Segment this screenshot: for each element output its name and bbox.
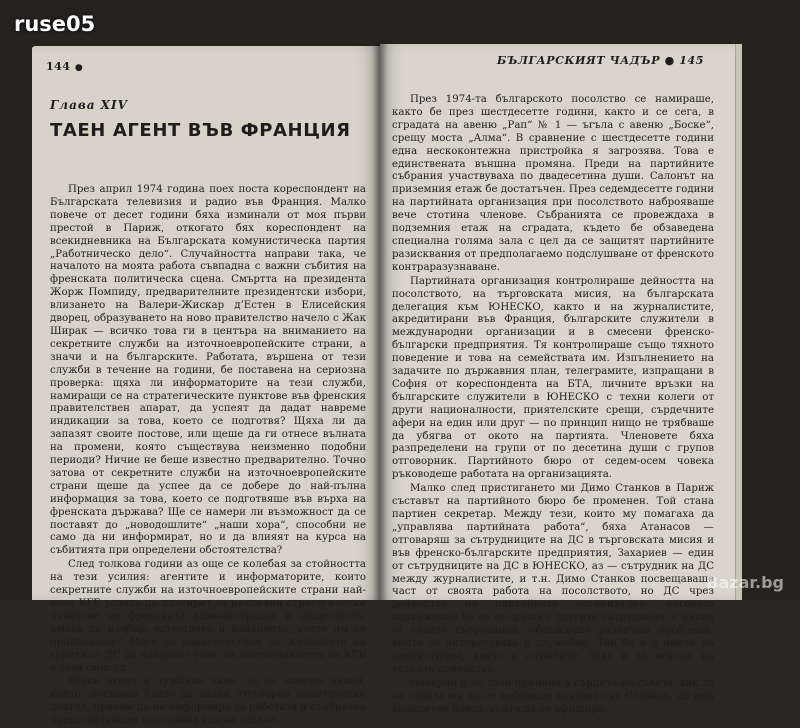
marketplace-watermark: Bazar.bg bbox=[706, 573, 784, 592]
chapter-title: ТАЕН АГЕНТ ВЪВ ФРАНЦИЯ bbox=[50, 120, 351, 141]
running-title: БЪЛГАРСКИЯТ ЧАДЪР bbox=[497, 54, 661, 67]
paragraph: Всеки агент в чужбина знае, че се намери някой, който, поставен близо до даден отговорен политически деятел, приеме да ни информира за работата и съобразно представляваше постоянна важна задача. bbox=[50, 676, 366, 727]
paragraph: Малко след пристигането ми Димо Станков в Париж съставът на партийното бюро бе променен. Той стана партиен секретар. Между тези, които му помагаха да „управлява партийната работа“, бяха Атанасов — отговаряш за сътрудниците на ДС в търговската мисия и във френско-българските предприятия, Захариев — един от сътрудниците на ДС в ЮНЕСКО, аз — сътрудник на ДС между журналистите, и т.н. Димо Станков посвещаваше част от своята работа на посолството, но ДС чрез дейността на партийната организация: неговото задължение бе да се среща с другите сътрудници, с някои от своите сътрудници, обсъждаше различни проблеми, които го интересуваха и служебно. Той бе и в името на партиотизма, както и службите, така и за всички на техните семейства. bbox=[392, 483, 714, 675]
paragraph: През 1974-та българското посолство се намираше, както бе през шестдесетте години, както и се сега, в сградата на авеню „Рап“ № 1 — ъгъла с авеню „Боске“, срещу моста „Алма“. В сравнение с шестдесетте години една нескоконтежна пристройка я загрозява. Това е единствената външна промяна. Преди на партийните събрания участвуваха по двадесетина души. Салонът на приземния етаж бе достатъчен. През седемдесетте години на партийната организация при посолството наброяваше вече стотина членове. Събранията се провеждаха в подземния етаж на сградата, където бе обзаведена специална голяма зала с цел да се защитят партийните разисквания от предполагаемо подслушване от френското контраразузнаване. bbox=[392, 94, 714, 273]
page-number: 144 bbox=[46, 60, 71, 73]
right-running-head bbox=[497, 54, 704, 67]
bullet-icon: ● bbox=[664, 54, 675, 67]
paragraph: Партийната организация контролираше дейността на посолството, на търговската мисия, на българската делегация към ЮНЕСКО, както и на журналистите, акредитирани във Франция, българските служители в международни организации и в смесени френско-български предприятия. Тя контролираше също тяхното поведение и това на семействата им. Изпълнението на задачите по държавния план, телеграмите, изпращани в София от кореспондента на БТА, личните връзки на българските служители в ЮНЕСКО с техни колеги от други националности, приятелските срещи, сърдечните афери на един или друг — по принцип нищо не трябваше да убягва от окото на партията. Членовете бяха разпределени на групи от по десетина души с групов отговорник. Партийното бюро от седем-осем човека ръководеше работата на организацията. bbox=[392, 275, 714, 481]
page-number: 145 bbox=[679, 54, 704, 67]
book-gutter bbox=[372, 44, 388, 600]
page-edge bbox=[735, 44, 742, 600]
chapter-label: Глава XIV bbox=[50, 98, 128, 112]
site-watermark: ruse05 bbox=[14, 12, 96, 36]
left-running-head bbox=[46, 60, 83, 73]
left-page bbox=[32, 46, 380, 727]
right-page bbox=[380, 44, 740, 715]
paragraph: След толкова години аз още се колебая за стойността на тези усилия: агентите и информаторите, които секретните служби на източноевропейските страни най-вече КГБ успяха да пласират за различни стратегически пунктове на френската администрация и обществото, имаха ли изобщо естеството и влиянието, което им се приписваше? Мога да свидетелствам за желанието на хората от ДС да направят това, за настойчивостта на КГБ в този смисъл. bbox=[50, 559, 366, 674]
left-body-text bbox=[50, 184, 366, 728]
right-body-text bbox=[392, 94, 714, 717]
paragraph: Навярно и по тази причина в сърцето на съвета, как то на отказа ми да се добиваше контакт със Станков, до има конкретен повод, който да се афишира. bbox=[392, 677, 714, 715]
paragraph: През април 1974 година поех поста кореспондент на Българската телевизия и радио във Франция. Малко повече от десет години бяха изминали от моя първи престой в Париж, откогато бях кореспондент на всекидневника на Българската комунистическа партия „Работническо дело“. Случайността направи така, че началото на моята работа съвпадна с важни събития на френската политическа сцена. Смъртта на президента Жорж Помпиду, предварителните президентски избори, влизането на Валери-Жискар д’Естен в Елисейския дворец, образуването на ново правителство начело с Жак Ширак — всичко това ги в центъра на вниманието на секретните служби на източноевропейските страни, а значи и на българските. Работата, вършена от тези служби в течение на години, бе поставена на сериозна проверка: щяха ли информаторите на тези служби, намиращи се на стратегическите пунктове във френския правителствен апарат, да успеят да дадат навреме индикации за това, което се подготвя? Щяха ли да запазят своите постове, или щеше да ги отнесе вълната на промени, която съществува неизменно подобни периоди? Ничие не беше известно предварително. Точно затова от секретните служби на източноевропейските страни щеше да успее да се добере до най-пълна информация за това, което се подготвяше във върха на френската държава? Ще се намери ли възможност да се поставят до „новодошлите“ „наши хора“, способни не само да ни информират, но и да влияят на курса на събитията при определени обстоятелства? bbox=[50, 184, 366, 557]
bullet-icon: ● bbox=[74, 63, 84, 73]
